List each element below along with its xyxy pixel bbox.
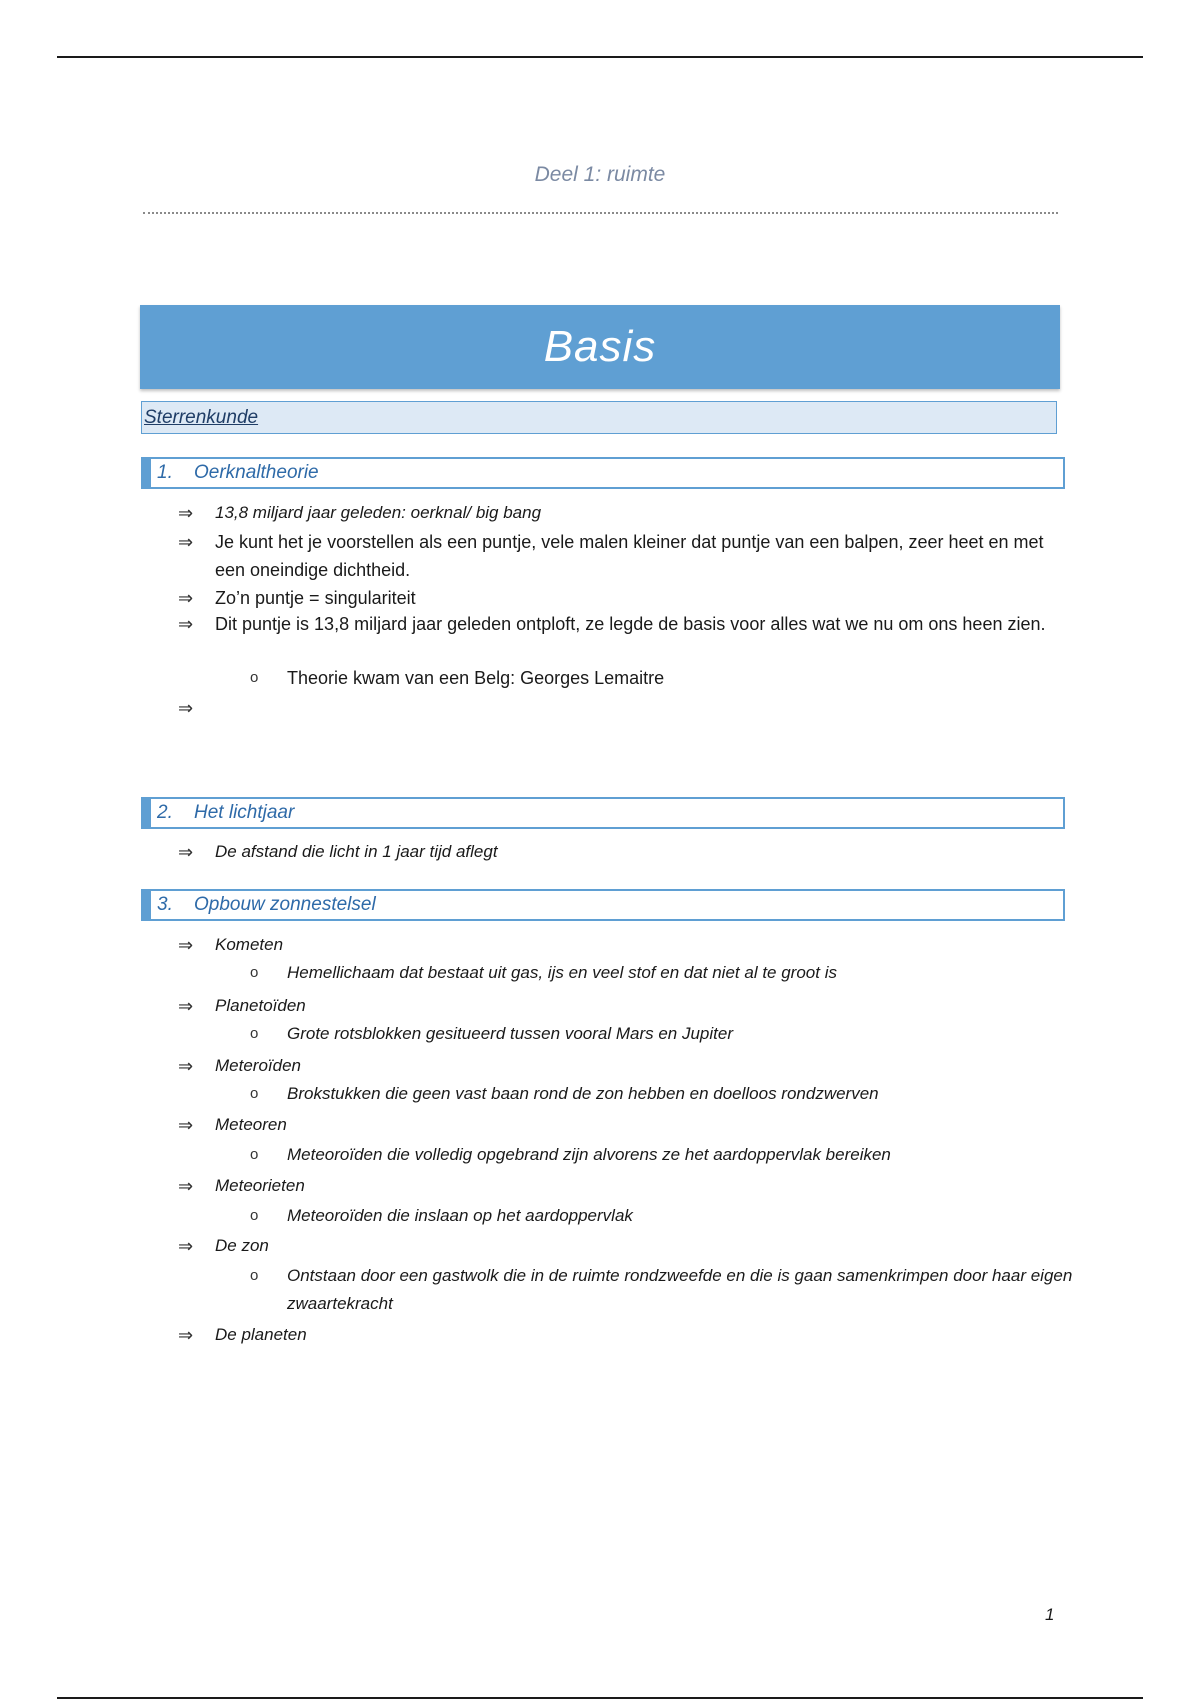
subject-label: Sterrenkunde bbox=[144, 406, 259, 428]
circle-bullet-icon: o bbox=[250, 1025, 259, 1042]
section-title: Oerknaltheorie bbox=[194, 462, 319, 483]
sub-list-item: o Meteoroïden die inslaan op het aardoppervlak bbox=[250, 1202, 1077, 1230]
arrow-bullet-icon: ⇒ bbox=[178, 1325, 194, 1345]
arrow-bullet-icon: ⇒ bbox=[178, 698, 194, 718]
subject-heading bbox=[141, 401, 1057, 434]
title-banner bbox=[140, 305, 1060, 389]
arrow-bullet-icon: ⇒ bbox=[178, 614, 194, 634]
section-number: 3. bbox=[157, 894, 173, 915]
arrow-bullet-icon: ⇒ bbox=[178, 842, 194, 862]
arrow-bullet-icon: ⇒ bbox=[178, 532, 194, 552]
list-item: ⇒ Meteroïden bbox=[178, 1052, 1065, 1080]
arrow-bullet-icon: ⇒ bbox=[178, 1056, 194, 1076]
sub-list-item: o Hemellichaam dat bestaat uit gas, ijs en veel stof en dat niet al te groot is bbox=[250, 959, 1077, 987]
page-number: 1 bbox=[1045, 1605, 1055, 1624]
circle-bullet-icon: o bbox=[250, 1267, 259, 1284]
circle-bullet-icon: o bbox=[250, 1085, 259, 1102]
arrow-bullet-icon: ⇒ bbox=[178, 1115, 194, 1135]
sub-list-item: o Grote rotsblokken gesitueerd tussen vooral Mars en Jupiter bbox=[250, 1020, 1077, 1048]
list-item: ⇒ De planeten bbox=[178, 1321, 1065, 1349]
list-item: ⇒ Dit puntje is 13,8 miljard jaar geleden ontploft, ze legde de basis voor alles wat we nu om ons heen zien. bbox=[178, 610, 1065, 638]
section-heading-zonnestelsel bbox=[141, 889, 1065, 921]
top-rule bbox=[57, 56, 1143, 58]
arrow-bullet-icon: ⇒ bbox=[178, 1176, 194, 1196]
header-divider bbox=[143, 212, 1058, 214]
page-header: Deel 1: ruimte bbox=[534, 163, 666, 186]
arrow-bullet-icon: ⇒ bbox=[178, 503, 194, 523]
section-number: 2. bbox=[157, 802, 173, 823]
list-item: ⇒ Je kunt het je voorstellen als een puntje, vele malen kleiner dat puntje van een balpen, zeer heet en met een oneindige dichtheid. bbox=[178, 528, 1065, 584]
list-item: ⇒ De zon bbox=[178, 1232, 1065, 1260]
circle-bullet-icon: o bbox=[250, 669, 259, 686]
sub-list-item: o Brokstukken die geen vast baan rond de zon hebben en doelloos rondzwerven bbox=[250, 1080, 1077, 1108]
circle-bullet-icon: o bbox=[250, 1146, 259, 1163]
list-item: ⇒ Kometen bbox=[178, 931, 1065, 959]
section-number: 1. bbox=[157, 462, 173, 483]
arrow-bullet-icon: ⇒ bbox=[178, 588, 194, 608]
list-item: ⇒ Meteoren bbox=[178, 1111, 1065, 1139]
list-item: ⇒ Meteorieten bbox=[178, 1172, 1065, 1200]
circle-bullet-icon: o bbox=[250, 964, 259, 981]
section-title: Opbouw zonnestelsel bbox=[194, 894, 376, 915]
arrow-bullet-icon: ⇒ bbox=[178, 996, 194, 1016]
arrow-bullet-icon: ⇒ bbox=[178, 935, 194, 955]
section-heading-lichtjaar bbox=[141, 797, 1065, 829]
list-item: ⇒ Zo’n puntje = singulariteit bbox=[178, 584, 1065, 612]
sub-list-item: o Ontstaan door een gastwolk die in de ruimte rondzweefde en die is gaan samenkrimpen door haar eigen zwaartekracht bbox=[250, 1262, 1077, 1318]
arrow-bullet-icon: ⇒ bbox=[178, 1236, 194, 1256]
list-item: ⇒ De afstand die licht in 1 jaar tijd aflegt bbox=[178, 838, 1065, 866]
list-item bbox=[178, 694, 1065, 722]
bottom-rule bbox=[57, 1697, 1143, 1699]
section-heading-oerknaltheorie bbox=[141, 457, 1065, 489]
circle-bullet-icon: o bbox=[250, 1207, 259, 1224]
list-item: ⇒ 13,8 miljard jaar geleden: oerknal/ big bang bbox=[178, 499, 1065, 527]
sub-list-item: o Theorie kwam van een Belg: Georges Lemaitre bbox=[250, 664, 1077, 692]
sub-list-item: o Meteoroïden die volledig opgebrand zijn alvorens ze het aardoppervlak bereiken bbox=[250, 1141, 1077, 1169]
section-title: Het lichtjaar bbox=[194, 802, 295, 823]
page-title: Basis bbox=[543, 322, 657, 371]
list-item: ⇒ Planetoïden bbox=[178, 992, 1065, 1020]
